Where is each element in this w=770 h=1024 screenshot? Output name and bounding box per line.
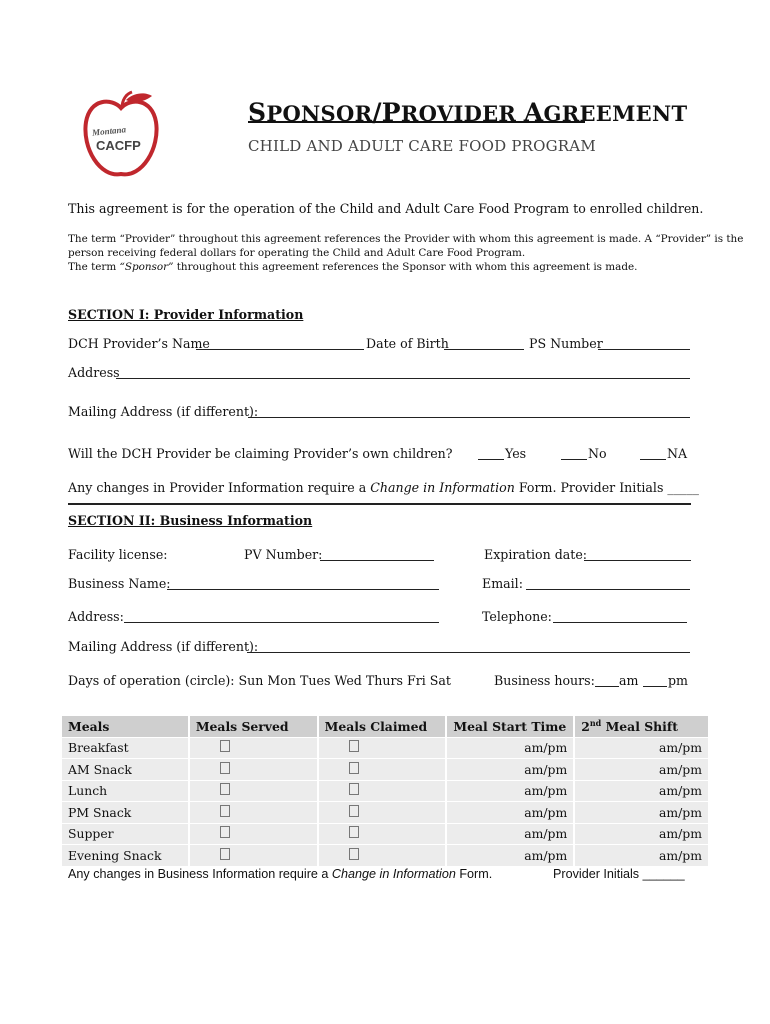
header-meals-served: Meals Served: [189, 716, 318, 737]
header-second-meal-shift: 2nd Meal Shift: [574, 716, 709, 737]
shift-time-cell[interactable]: am/pm: [574, 780, 709, 802]
provider-name-label: DCH Provider’s Name: [68, 336, 210, 351]
business-address-label: Address:: [68, 609, 124, 624]
shift-time-cell[interactable]: am/pm: [574, 823, 709, 845]
claimed-checkbox[interactable]: [349, 848, 359, 860]
start-time-cell[interactable]: am/pm: [446, 759, 574, 781]
start-time-cell[interactable]: am/pm: [446, 737, 574, 759]
na-label: NA: [667, 446, 688, 461]
hours-am-field[interactable]: [595, 672, 619, 687]
served-checkbox[interactable]: [220, 762, 230, 774]
table-row: [62, 737, 709, 759]
page-subtitle: CHILD AND ADULT CARE FOOD PROGRAM: [248, 137, 596, 155]
logo-text-montana: Montana: [91, 124, 127, 138]
meal-name: AM Snack: [62, 759, 189, 781]
title-underline: [248, 121, 585, 123]
yes-blank[interactable]: [478, 445, 504, 460]
start-time-cell[interactable]: am/pm: [446, 802, 574, 824]
table-row: [62, 780, 709, 802]
business-name-label: Business Name:: [68, 576, 171, 591]
note-line-3: The term “Sponsor” throughout this agreement references the Sponsor with whom this agreement is made.: [68, 261, 638, 273]
meal-name: Evening Snack: [62, 845, 189, 867]
no-label: No: [588, 446, 607, 461]
business-initials-field[interactable]: ______: [642, 867, 685, 881]
claimed-checkbox[interactable]: [349, 762, 359, 774]
provider-changes-note: Any changes in Provider Information require a Change in Information Form. Provider Initials _____: [68, 480, 699, 495]
intro-text: This agreement is for the operation of the Child and Adult Care Food Program to enrolled children.: [68, 201, 704, 216]
telephone-field[interactable]: [553, 608, 687, 623]
na-blank[interactable]: [640, 445, 666, 460]
business-mailing-field[interactable]: [247, 638, 690, 653]
meal-name: Supper: [62, 823, 189, 845]
header-meals-claimed: Meals Claimed: [318, 716, 447, 737]
section-1-heading: SECTION I: Provider Information: [68, 307, 304, 322]
table-row: [62, 845, 709, 867]
pv-number-field[interactable]: [320, 546, 434, 561]
served-checkbox[interactable]: [220, 826, 230, 838]
telephone-label: Telephone:: [482, 609, 552, 624]
table-row: [62, 823, 709, 845]
mailing-address-label: Mailing Address (if different):: [68, 404, 259, 419]
meal-name: PM Snack: [62, 802, 189, 824]
meal-name: Lunch: [62, 780, 189, 802]
business-mailing-label: Mailing Address (if different):: [68, 639, 259, 654]
email-label: Email:: [482, 576, 523, 591]
address-label: Address: [68, 365, 120, 380]
start-time-cell[interactable]: am/pm: [446, 823, 574, 845]
shift-time-cell[interactable]: am/pm: [574, 737, 709, 759]
claimed-checkbox[interactable]: [349, 805, 359, 817]
email-field[interactable]: [526, 575, 690, 590]
claimed-checkbox[interactable]: [349, 826, 359, 838]
served-checkbox[interactable]: [220, 848, 230, 860]
ps-number-field[interactable]: [598, 335, 690, 350]
logo-text-cacfp: CACFP: [96, 138, 141, 153]
served-checkbox[interactable]: [220, 805, 230, 817]
business-name-field[interactable]: [167, 575, 439, 590]
meals-table-header: [62, 716, 709, 737]
yes-label: Yes: [505, 446, 527, 461]
hours-pm-field[interactable]: [643, 672, 667, 687]
ps-number-label: PS Number: [529, 336, 603, 351]
header-meals: Meals: [62, 716, 189, 737]
page-title: SPONSOR/PROVIDER AGREEMENT: [248, 98, 688, 127]
no-blank[interactable]: [561, 445, 587, 460]
section-divider: [68, 503, 691, 505]
table-row: [62, 759, 709, 781]
note-line-1: The term “Provider” throughout this agreement references the Provider with whom this agreement is made. A “Provider” is the: [68, 233, 744, 245]
business-address-field[interactable]: [124, 608, 439, 623]
hours-am-label: am: [619, 673, 639, 688]
hours-pm-label: pm: [668, 673, 689, 688]
claimed-checkbox[interactable]: [349, 783, 359, 795]
claiming-question: Will the DCH Provider be claiming Provider’s own children?: [68, 446, 453, 461]
pv-number-label: PV Number:: [244, 547, 323, 562]
business-hours-label: Business hours:: [494, 673, 595, 688]
claimed-checkbox[interactable]: [349, 740, 359, 752]
header-meal-start-time: Meal Start Time: [446, 716, 574, 737]
address-field[interactable]: [116, 364, 690, 379]
footer-initials: Provider Initials ______: [553, 867, 685, 881]
facility-license-label: Facility license:: [68, 547, 168, 562]
shift-time-cell[interactable]: am/pm: [574, 759, 709, 781]
shift-time-cell[interactable]: am/pm: [574, 802, 709, 824]
served-checkbox[interactable]: [220, 783, 230, 795]
dob-label: Date of Birth: [366, 336, 449, 351]
expiration-label: Expiration date:: [484, 547, 588, 562]
meal-name: Breakfast: [62, 737, 189, 759]
days-of-operation: Days of operation (circle): Sun Mon Tues Wed Thurs Fri Sat: [68, 673, 451, 688]
mailing-address-field[interactable]: [248, 403, 690, 418]
start-time-cell[interactable]: am/pm: [446, 845, 574, 867]
expiration-field[interactable]: [584, 546, 691, 561]
served-checkbox[interactable]: [220, 740, 230, 752]
note-line-2: person receiving federal dollars for operating the Child and Adult Care Food Program.: [68, 247, 526, 259]
section-2-heading: SECTION II: Business Information: [68, 513, 313, 528]
dob-field[interactable]: [444, 335, 524, 350]
business-changes-note: Any changes in Business Information require a Change in Information Form.: [68, 867, 493, 881]
provider-initials-field[interactable]: _____: [667, 480, 699, 495]
provider-name-field[interactable]: [196, 335, 364, 350]
table-row: [62, 802, 709, 824]
meals-table: [62, 716, 710, 867]
start-time-cell[interactable]: am/pm: [446, 780, 574, 802]
shift-time-cell[interactable]: am/pm: [574, 845, 709, 867]
